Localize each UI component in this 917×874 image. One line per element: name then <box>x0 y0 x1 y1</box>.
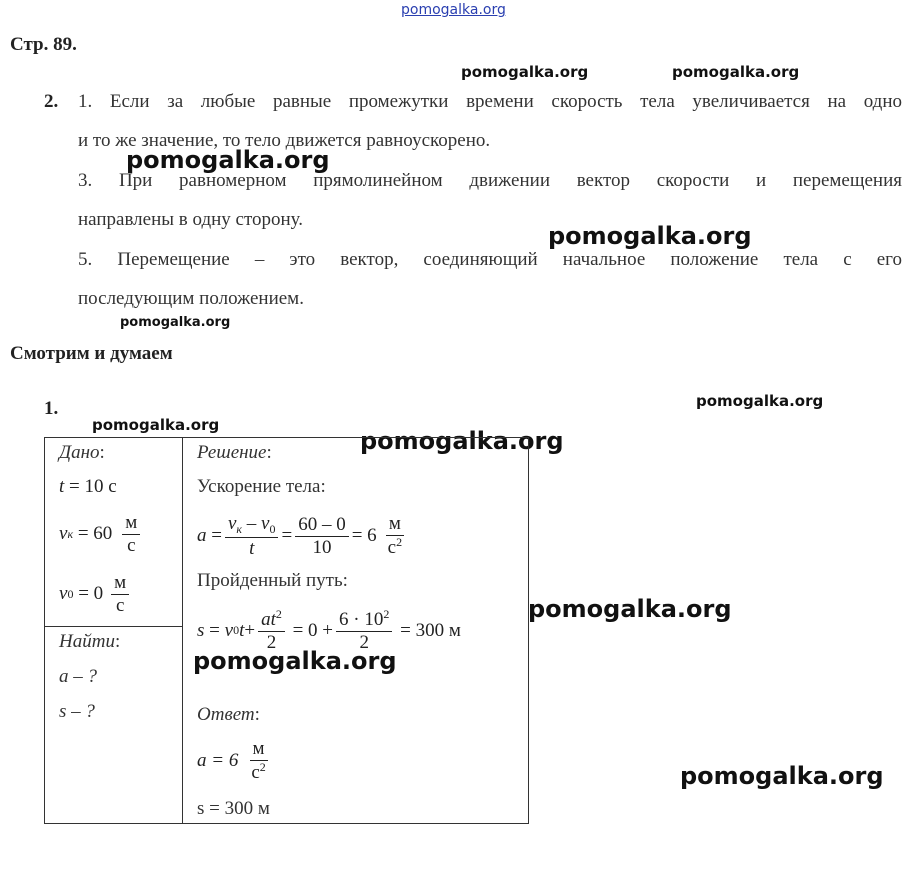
answer-s: s = 300 м <box>197 798 270 819</box>
distance-formula: s = v 0 t + $\frac{at^2}{2}$ = 0 + $\frac{6 \cdot 10^2}{2}$ = 300 м <box>197 607 461 653</box>
task2-p3-line2: направлены в одну сторону. <box>78 209 304 230</box>
watermark: pomogalka.org <box>680 762 884 790</box>
given-heading: Дано: <box>59 442 105 463</box>
given-v0: v 0 = 0 $\frac{м}{с}$ <box>59 572 132 617</box>
page-label: Стр. 89. <box>10 34 77 55</box>
find-s: s – ? <box>59 701 95 722</box>
task-1-number: 1. <box>44 398 59 419</box>
watermark: pomogalka.org <box>120 315 231 330</box>
acceleration-formula: a = $\frac{v_к - v_0}{t}$ = $\frac{60 - 0}{10}$ = 6 $\frac{м}{с^2}$ <box>197 513 403 559</box>
watermark: pomogalka.org <box>672 63 800 81</box>
find-a: a – ? <box>59 666 97 687</box>
distance-label: Пройденный путь: <box>197 570 348 591</box>
task-2-number: 2. <box>44 91 59 112</box>
watermark: pomogalka.org <box>528 595 732 623</box>
table-divider <box>45 626 183 627</box>
task2-p3-line1: 3. При равномерном прямолинейном движении вектор скорости и перемещения <box>78 170 902 191</box>
watermark: pomogalka.org <box>126 146 330 174</box>
table-divider <box>182 438 183 823</box>
watermark: pomogalka.org <box>548 222 752 250</box>
watermark: pomogalka.org <box>360 427 564 455</box>
task2-p1-line2: и то же значение, то тело движется равноускорено. <box>78 130 491 151</box>
answer-heading: Ответ: <box>197 704 260 725</box>
task2-p1-line1: 1. Если за любые равные промежутки времени скорость тела увеличивается на одно <box>78 91 902 112</box>
watermark: pomogalka.org <box>696 392 824 410</box>
solution-table <box>44 437 529 824</box>
solution-heading: Решение: <box>197 442 272 463</box>
watermark-top[interactable]: pomogalka.org <box>401 2 506 18</box>
given-vk: v к = 60 $\frac{м}{с}$ <box>59 512 143 557</box>
given-t: t = 10 с <box>59 476 117 497</box>
find-heading: Найти: <box>59 631 121 652</box>
task2-p5-line1: 5. Перемещение – это вектор, соединяющий начальное положение тела с его <box>78 249 902 270</box>
task2-p5-line2: последующим положением. <box>78 288 304 309</box>
acceleration-label: Ускорение тела: <box>197 476 326 497</box>
watermark: pomogalka.org <box>92 416 220 434</box>
answer-a: a = 6 $\frac{м}{с^2}$ <box>197 738 266 783</box>
watermark: pomogalka.org <box>461 63 589 81</box>
section-title: Смотрим и думаем <box>10 343 173 364</box>
watermark: pomogalka.org <box>193 647 397 675</box>
